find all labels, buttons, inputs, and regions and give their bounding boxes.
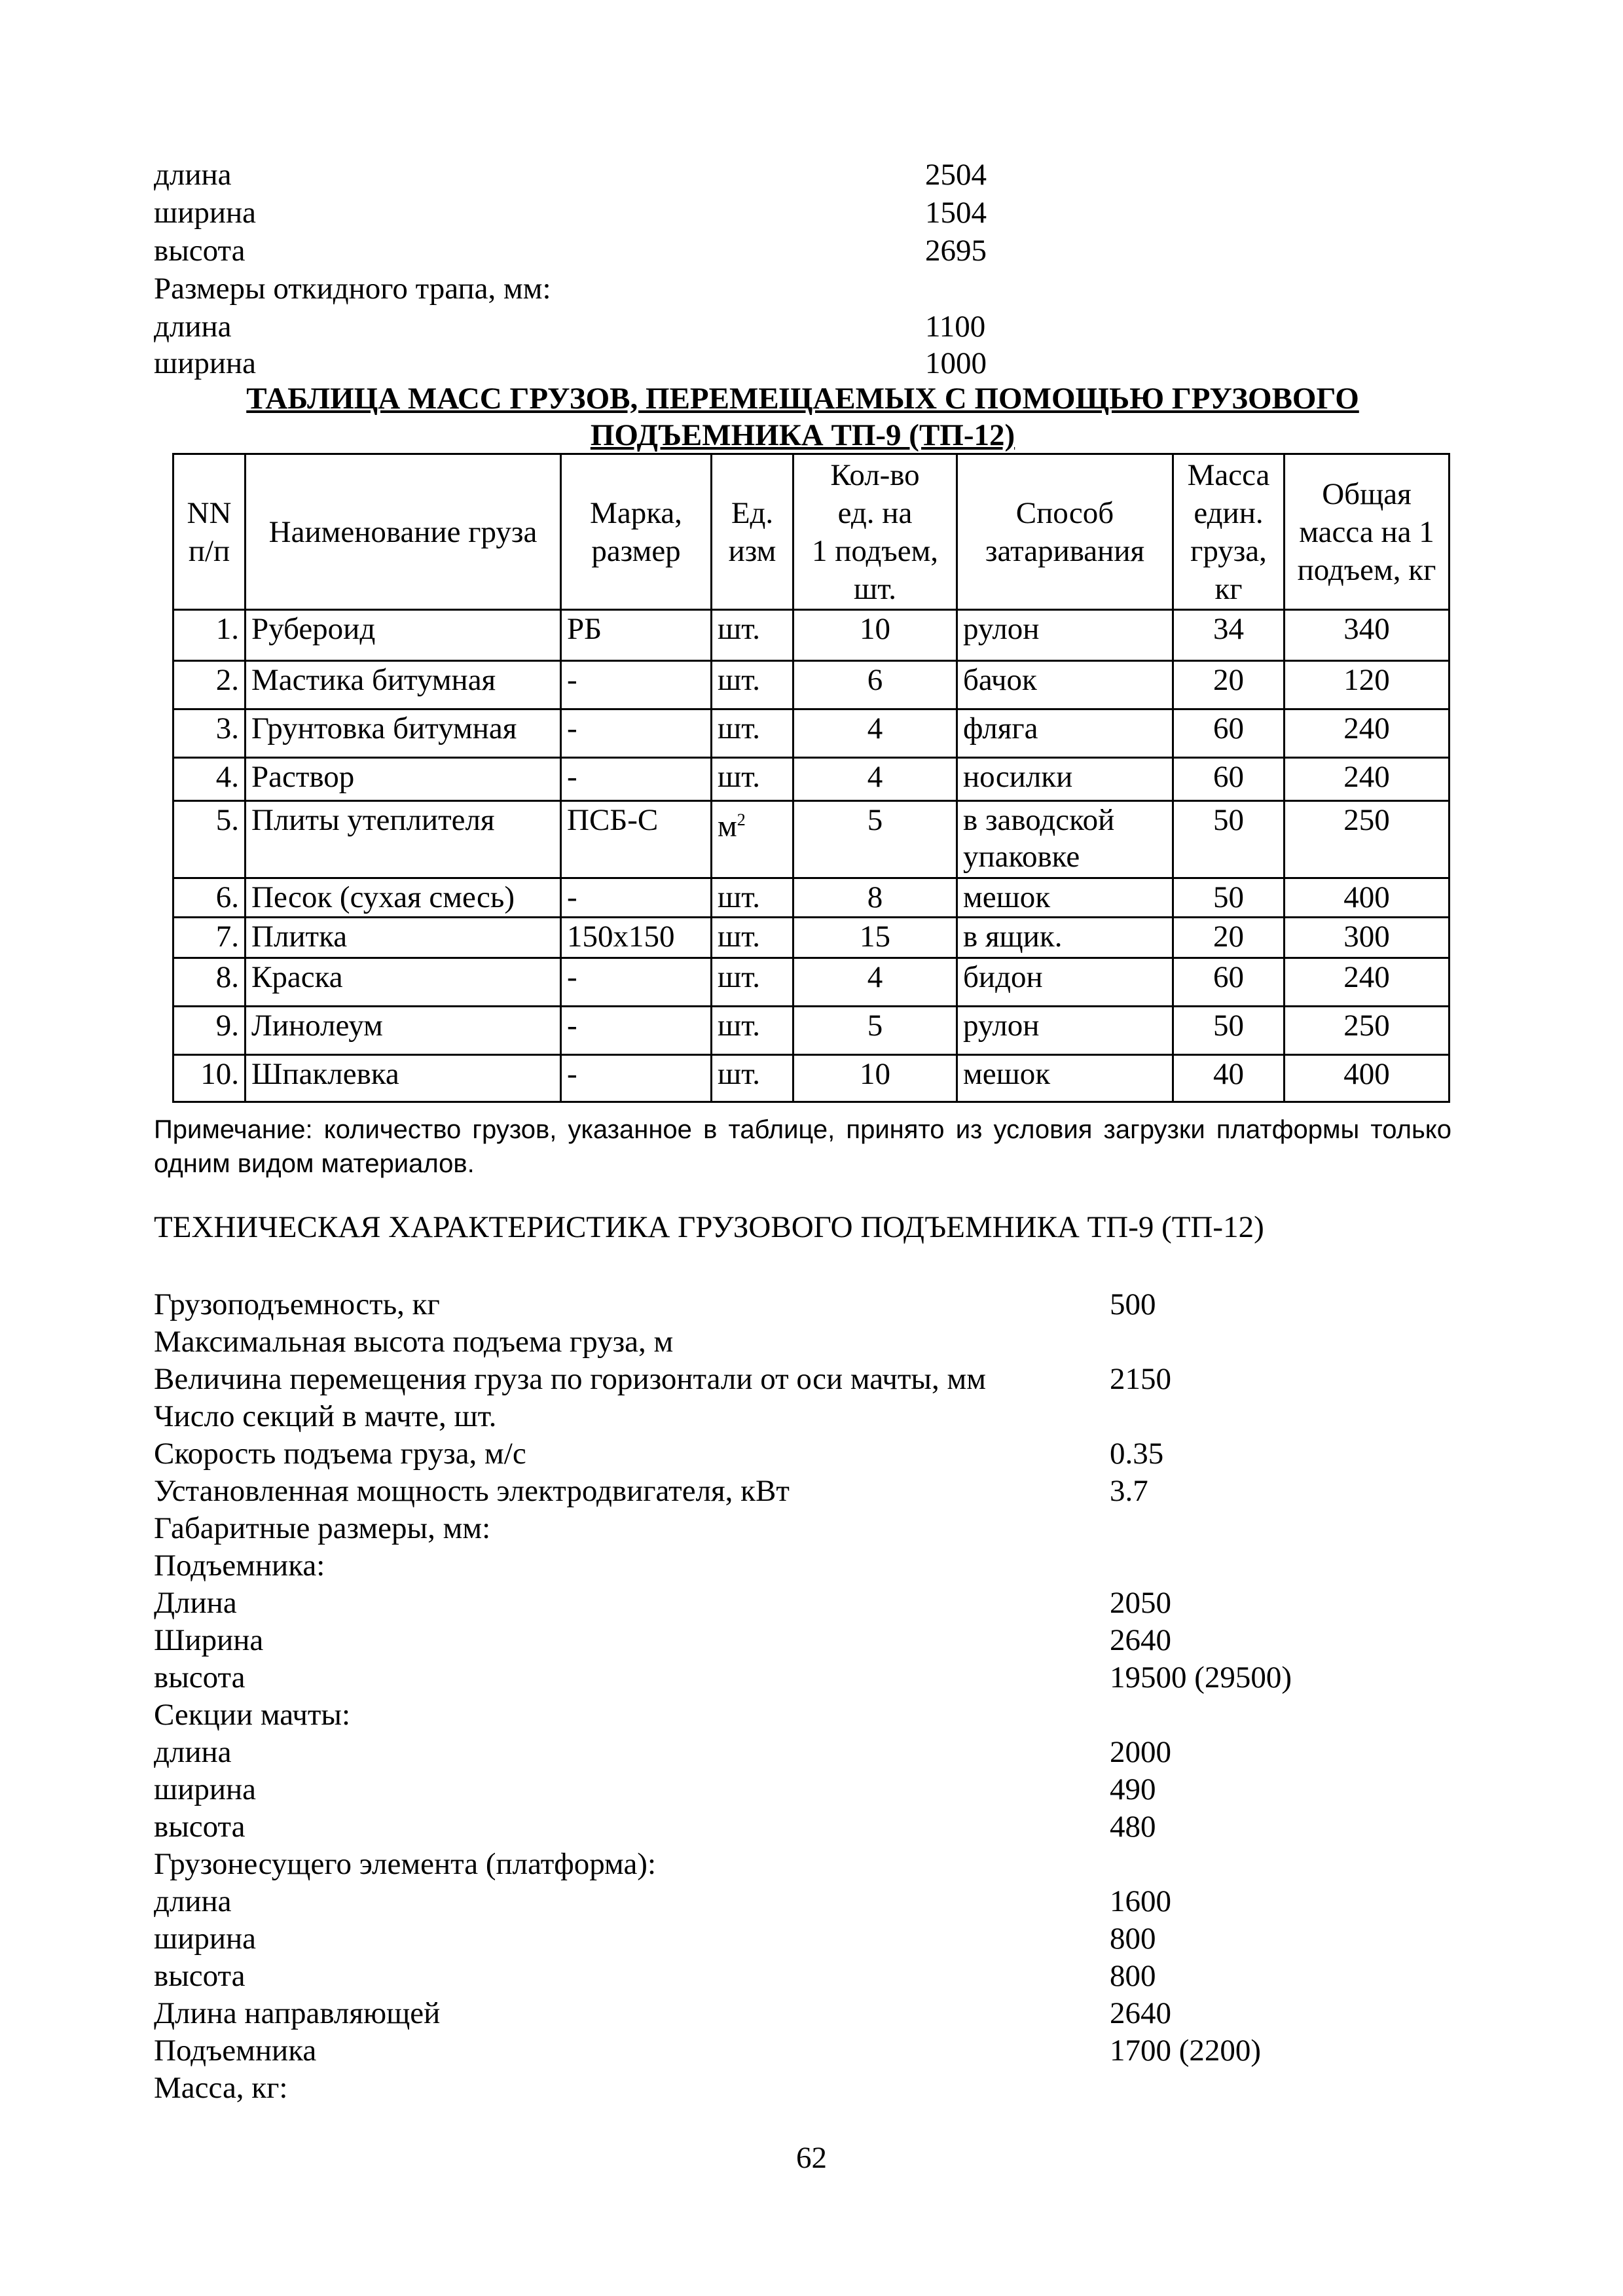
- row-unit: шт.: [712, 1007, 793, 1055]
- spec-value: 480: [1110, 1810, 1156, 1844]
- row-mass: 50: [1173, 1007, 1285, 1055]
- table-title-line-1: ТАБЛИЦА МАСС ГРУЗОВ, ПЕРЕМЕЩАЕМЫХ С ПОМОЩЬЮ ГРУЗОВОГО: [246, 382, 1359, 416]
- spec-label: высота: [154, 1660, 246, 1695]
- row-number: 2.: [173, 661, 246, 709]
- spec-label: Максимальная высота подъема груза, м: [154, 1325, 674, 1359]
- header-nn: NN п/п: [173, 454, 246, 610]
- table-row: [173, 661, 1450, 709]
- table-row: [173, 709, 1450, 758]
- row-name: Плитка: [246, 918, 561, 958]
- row-mass: 50: [1173, 801, 1285, 878]
- dim-label: высота: [154, 234, 246, 268]
- spec-label: Длина: [154, 1586, 237, 1620]
- spec-label: Скорость подъема груза, м/с: [154, 1437, 526, 1471]
- row-method: бидон: [957, 958, 1173, 1007]
- row-total: 340: [1285, 610, 1450, 661]
- dim-value: 2695: [925, 234, 987, 268]
- row-name: Мастика битумная: [246, 661, 561, 709]
- dim-row: [154, 344, 1463, 382]
- row-qty: 8: [793, 878, 957, 918]
- row-name: Краска: [246, 958, 561, 1007]
- spec-row: [154, 2032, 1463, 2070]
- spec-row: [154, 1957, 1463, 1995]
- header-mass: Масса един. груза, кг: [1173, 454, 1285, 610]
- row-method: рулон: [957, 1007, 1173, 1055]
- spec-label: Секции мачты:: [154, 1698, 351, 1732]
- row-brand: РБ: [561, 610, 712, 661]
- row-mass: 60: [1173, 758, 1285, 801]
- row-qty: 5: [793, 801, 957, 878]
- row-unit: шт.: [712, 878, 793, 918]
- row-number: 6.: [173, 878, 246, 918]
- spec-row: [154, 1621, 1463, 1659]
- table-header-row: [173, 454, 1450, 610]
- spec-row: [154, 1994, 1463, 2032]
- row-method: мешок: [957, 878, 1173, 918]
- row-unit: шт.: [712, 758, 793, 801]
- spec-row: [154, 1360, 1463, 1398]
- dim-row: [154, 308, 1463, 346]
- row-name: Шпаклевка: [246, 1055, 561, 1102]
- row-unit: шт.: [712, 1055, 793, 1102]
- spec-row: [154, 1920, 1463, 1958]
- row-brand: -: [561, 661, 712, 709]
- row-total: 240: [1285, 958, 1450, 1007]
- table-row: [173, 1055, 1450, 1102]
- spec-label: ширина: [154, 1922, 257, 1956]
- cargo-mass-table: [172, 453, 1450, 1103]
- spec-label: Ширина: [154, 1623, 264, 1657]
- spec-row: [154, 1845, 1463, 1883]
- spec-label: Масса, кг:: [154, 2071, 288, 2105]
- row-number: 7.: [173, 918, 246, 958]
- spec-label: длина: [154, 1884, 232, 1918]
- row-name: Линолеум: [246, 1007, 561, 1055]
- spec-value: 0.35: [1110, 1437, 1164, 1471]
- table-row: [173, 1007, 1450, 1055]
- spec-row: [154, 1397, 1463, 1435]
- spec-value: 2150: [1110, 1362, 1171, 1396]
- spec-value: 1600: [1110, 1884, 1171, 1918]
- row-number: 8.: [173, 958, 246, 1007]
- row-total: 240: [1285, 709, 1450, 758]
- dim-value: 1504: [925, 196, 987, 230]
- table-row: [173, 958, 1450, 1007]
- dim-label: длина: [154, 310, 232, 344]
- row-qty: 10: [793, 610, 957, 661]
- spec-label: ширина: [154, 1772, 257, 1806]
- row-brand: -: [561, 958, 712, 1007]
- row-number: 10.: [173, 1055, 246, 1102]
- spec-row: [154, 1285, 1463, 1323]
- table-row: [173, 758, 1450, 801]
- dim-label: ширина: [154, 196, 257, 230]
- row-unit: шт.: [712, 918, 793, 958]
- spec-label: Грузоподъемность, кг: [154, 1287, 440, 1321]
- spec-value: 3.7: [1110, 1474, 1148, 1508]
- row-brand: -: [561, 709, 712, 758]
- spec-label: Величина перемещения груза по горизонтали от оси мачты, мм: [154, 1362, 986, 1396]
- spec-row: [154, 1509, 1463, 1547]
- dim-row: [154, 156, 1463, 194]
- row-mass: 60: [1173, 709, 1285, 758]
- spec-row: [154, 1696, 1463, 1734]
- row-number: 5.: [173, 801, 246, 878]
- spec-label: Грузонесущего элемента (платформа):: [154, 1847, 657, 1881]
- row-unit: шт.: [712, 958, 793, 1007]
- spec-value: 500: [1110, 1287, 1156, 1321]
- row-unit: шт.: [712, 661, 793, 709]
- row-method: рулон: [957, 610, 1173, 661]
- spec-row: [154, 1547, 1463, 1585]
- table-row: [173, 878, 1450, 918]
- row-name: Рубероид: [246, 610, 561, 661]
- row-method: в ящик.: [957, 918, 1173, 958]
- row-mass: 20: [1173, 918, 1285, 958]
- row-total: 400: [1285, 878, 1450, 918]
- row-qty: 4: [793, 758, 957, 801]
- header-unit: Ед. изм: [712, 454, 793, 610]
- row-name: Грунтовка битумная: [246, 709, 561, 758]
- row-mass: 40: [1173, 1055, 1285, 1102]
- row-method: носилки: [957, 758, 1173, 801]
- header-method: Способ затаривания: [957, 454, 1173, 610]
- table-title-line-2: ПОДЪЕМНИКА ТП-9 (ТП-12): [590, 418, 1015, 452]
- row-mass: 34: [1173, 610, 1285, 661]
- row-number: 1.: [173, 610, 246, 661]
- spec-row: [154, 1435, 1463, 1473]
- spec-label: длина: [154, 1735, 232, 1769]
- spec-label: Подъемника:: [154, 1549, 325, 1583]
- row-total: 300: [1285, 918, 1450, 958]
- row-unit: шт.: [712, 610, 793, 661]
- row-unit: шт.: [712, 709, 793, 758]
- row-brand: -: [561, 1055, 712, 1102]
- tech-title: ТЕХНИЧЕСКАЯ ХАРАКТЕРИСТИКА ГРУЗОВОГО ПОДЪЕМНИКА ТП-9 (ТП-12): [154, 1210, 1264, 1244]
- row-total: 240: [1285, 758, 1450, 801]
- dim-row: [154, 232, 1463, 270]
- dim-row: [154, 194, 1463, 232]
- row-brand: 150х150: [561, 918, 712, 958]
- row-total: 250: [1285, 1007, 1450, 1055]
- row-name: Раствор: [246, 758, 561, 801]
- row-name: Песок (сухая смесь): [246, 878, 561, 918]
- row-method: мешок: [957, 1055, 1173, 1102]
- dim-label: Размеры откидного трапа, мм:: [154, 272, 551, 306]
- table-row: [173, 801, 1450, 878]
- row-total: 250: [1285, 801, 1450, 878]
- spec-row: [154, 1770, 1463, 1808]
- spec-value: 800: [1110, 1959, 1156, 1993]
- spec-value: 800: [1110, 1922, 1156, 1956]
- row-number: 3.: [173, 709, 246, 758]
- row-mass: 20: [1173, 661, 1285, 709]
- table-note: Примечание: количество грузов, указанное в таблице, принято из условия загрузки платформы только одним видом материалов.: [154, 1115, 1451, 1178]
- dim-label: ширина: [154, 346, 257, 380]
- spec-row: [154, 1659, 1463, 1696]
- row-total: 400: [1285, 1055, 1450, 1102]
- row-brand: -: [561, 878, 712, 918]
- row-method: в заводской упаковке: [957, 801, 1173, 878]
- row-total: 120: [1285, 661, 1450, 709]
- row-qty: 5: [793, 1007, 957, 1055]
- dim-value: 2504: [925, 158, 987, 192]
- header-total: Общая масса на 1 подъем, кг: [1285, 454, 1450, 610]
- spec-row: [154, 1472, 1463, 1510]
- spec-value: 1700 (2200): [1110, 2034, 1262, 2068]
- row-number: 9.: [173, 1007, 246, 1055]
- dim-label: длина: [154, 158, 232, 192]
- spec-label: высота: [154, 1810, 246, 1844]
- spec-label: Длина направляющей: [154, 1996, 441, 2030]
- dim-value: 1000: [925, 346, 987, 380]
- row-qty: 4: [793, 958, 957, 1007]
- spec-row: [154, 2069, 1463, 2107]
- table-row: [173, 918, 1450, 958]
- spec-label: Число секций в мачте, шт.: [154, 1399, 497, 1433]
- spec-row: [154, 1733, 1463, 1771]
- table-row: [173, 610, 1450, 661]
- spec-row: [154, 1808, 1463, 1846]
- spec-value: 490: [1110, 1772, 1156, 1806]
- spec-row: [154, 1584, 1463, 1622]
- row-brand: -: [561, 1007, 712, 1055]
- spec-value: 19500 (29500): [1110, 1660, 1292, 1695]
- dim-value: 1100: [925, 310, 986, 344]
- spec-label: Подъемника: [154, 2034, 317, 2068]
- header-name: Наименование груза: [246, 454, 561, 610]
- spec-label: Габаритные размеры, мм:: [154, 1511, 491, 1545]
- spec-row: [154, 1323, 1463, 1361]
- row-brand: ПСБ-С: [561, 801, 712, 878]
- page-number: 62: [796, 2141, 827, 2175]
- row-unit: $м^2$: [712, 801, 793, 878]
- header-brand: Марка, размер: [561, 454, 712, 610]
- row-qty: 4: [793, 709, 957, 758]
- row-mass: 60: [1173, 958, 1285, 1007]
- row-method: фляга: [957, 709, 1173, 758]
- row-name: Плиты утеплителя: [246, 801, 561, 878]
- spec-value: 2640: [1110, 1996, 1171, 2030]
- row-method: бачок: [957, 661, 1173, 709]
- row-mass: 50: [1173, 878, 1285, 918]
- header-qty: Кол-во ед. на 1 подъем, шт.: [793, 454, 957, 610]
- spec-label: высота: [154, 1959, 246, 1993]
- dim-row: [154, 270, 1463, 308]
- spec-row: [154, 1882, 1463, 1920]
- row-qty: 6: [793, 661, 957, 709]
- spec-label: Установленная мощность электродвигателя, кВт: [154, 1474, 790, 1508]
- row-brand: -: [561, 758, 712, 801]
- row-number: 4.: [173, 758, 246, 801]
- spec-value: 2640: [1110, 1623, 1171, 1657]
- row-qty: 15: [793, 918, 957, 958]
- spec-value: 2000: [1110, 1735, 1171, 1769]
- row-qty: 10: [793, 1055, 957, 1102]
- spec-value: 2050: [1110, 1586, 1171, 1620]
